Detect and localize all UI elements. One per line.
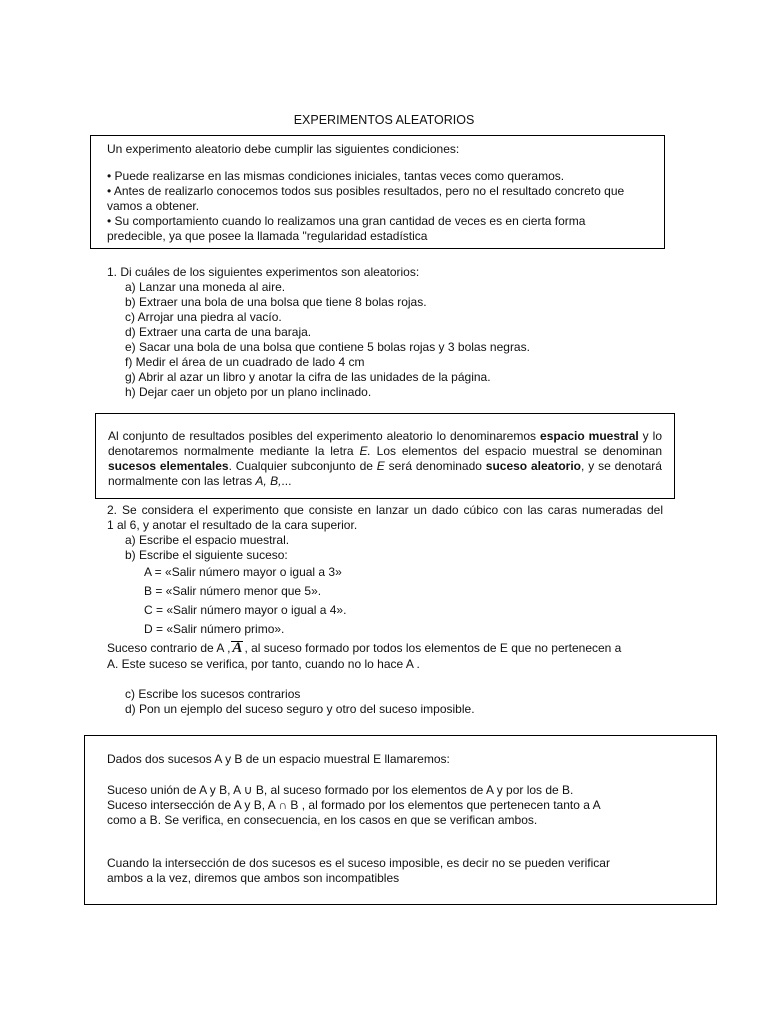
contrary-text: , al suceso formado por todos los elementos de E que no pertenecen a <box>244 641 622 655</box>
symbol-e: E. <box>359 444 371 458</box>
intersection-definition-line-1: Suceso intersección de A y B, A ∩ B , al formado por los elementos que pertenecen tanto a A <box>107 798 601 812</box>
exercise-1-item: f) Medir el área de un cuadrado de lado 4 cm <box>125 355 365 369</box>
condition-bullet-3-line-1: • Su comportamiento cuando lo realizamos una gran cantidad de veces es en cierta forma <box>107 214 586 228</box>
sample-space-definition <box>108 429 662 489</box>
contrary-event-definition-line-1 <box>107 639 663 657</box>
symbol-a-b: A, B, <box>255 474 282 488</box>
exercise-1-item: g) Abrir al azar un libro y anotar la cifra de las unidades de la página. <box>125 370 491 384</box>
event-definition: C = «Salir número mayor o igual a 4». <box>144 603 347 617</box>
exercise-1-item: c) Arrojar una piedra al vacío. <box>125 310 282 324</box>
definition-text: Los elementos del espacio muestral se denominan <box>370 444 662 458</box>
condition-bullet-1: • Puede realizarse en las mismas condiciones iniciales, tantas veces como queramos. <box>107 169 565 183</box>
document-title: EXPERIMENTOS ALEATORIOS <box>293 113 475 127</box>
exercise-2-item-a: a) Escribe el espacio muestral. <box>125 533 290 547</box>
exercise-2-statement-line-1: 2. Se considera el experimento que consiste en lanzar un dado cúbico con las caras numeradas del <box>107 503 663 517</box>
exercise-1-item: b) Extraer una bola de una bolsa que tiene 8 bolas rojas. <box>125 295 427 309</box>
event-definition: D = «Salir número primo». <box>144 622 285 636</box>
conditions-box <box>90 135 665 249</box>
condition-bullet-2-line-2: vamos a obtener. <box>107 199 200 213</box>
definition-text: y lo denotaremos normalmente mediante la letra <box>108 429 662 458</box>
incompatible-definition-line-2: ambos a la vez, diremos que ambos son incompatibles <box>107 871 400 885</box>
term-suceso-aleatorio: suceso aleatorio <box>485 459 582 473</box>
exercise-2 <box>107 503 663 717</box>
symbol-e: E <box>376 459 385 473</box>
exercise-1 <box>107 265 530 400</box>
term-espacio-muestral: espacio muestral <box>540 429 639 443</box>
exercise-1-item: d) Extraer una carta de una baraja. <box>125 325 312 339</box>
event-definition: A = «Salir número mayor o igual a 3» <box>144 565 342 579</box>
exercise-1-item: a) Lanzar una moneda al aire. <box>125 280 286 294</box>
definition-text: . Cualquier subconjunto de <box>228 459 377 473</box>
event-definition: B = «Salir número menor que 5». <box>144 584 322 598</box>
union-definition: Suceso unión de A y B, A ∪ B, al suceso formado por los elementos de A y por los de B. <box>107 783 574 797</box>
contrary-text: Suceso contrario de A , <box>107 641 231 655</box>
exercise-1-item: e) Sacar una bola de una bolsa que contiene 5 bolas rojas y 3 bolas negras. <box>125 340 530 354</box>
sample-space-box <box>95 413 675 499</box>
definition-text: ... <box>281 474 292 488</box>
term-sucesos-elementales: sucesos elementales <box>108 459 229 473</box>
exercise-1-question: 1. Di cuáles de los siguientes experimentos son aleatorios: <box>107 265 420 279</box>
exercise-2-item-d: d) Pon un ejemplo del suceso seguro y otro del suceso imposible. <box>125 702 475 716</box>
incompatible-definition-line-1: Cuando la intersección de dos sucesos es el suceso imposible, es decir no se pueden verificar <box>107 856 610 870</box>
conditions-intro: Un experimento aleatorio debe cumplir las siguientes condiciones: <box>107 142 460 156</box>
exercise-2-item-c: c) Escribe los sucesos contrarios <box>125 687 301 701</box>
condition-bullet-3-line-2: predecible, ya que posee la llamada "regularidad estadística <box>107 229 428 243</box>
contrary-event-definition-line-2: A. Este suceso se verifica, por tanto, cuando no lo hace A . <box>107 657 420 671</box>
exercise-2-item-b: b) Escribe el siguiente suceso: <box>125 548 288 562</box>
exercise-2-statement-line-2: 1 al 6, y anotar el resultado de la cara superior. <box>107 518 358 532</box>
condition-bullet-2-line-1: • Antes de realizarlo conocemos todos sus posibles resultados, pero no el resultado concreto que <box>107 184 625 198</box>
definition-text: Al conjunto de resultados posibles del experimento aleatorio lo denominaremos <box>108 429 541 443</box>
intersection-definition-line-2: como a B. Se verifica, en consecuencia, en los casos en que se verifican ambos. <box>107 813 538 827</box>
a-complement-symbol: A <box>232 640 243 656</box>
definition-text: será denominado <box>384 459 486 473</box>
exercise-1-item: h) Dejar caer un objeto por un plano inclinado. <box>125 385 372 399</box>
box3-intro: Dados dos sucesos A y B de un espacio muestral E llamaremos: <box>107 752 450 766</box>
definition-text: , y se denotará normalmente con las letras <box>108 459 662 488</box>
union-intersection-box <box>84 735 717 905</box>
